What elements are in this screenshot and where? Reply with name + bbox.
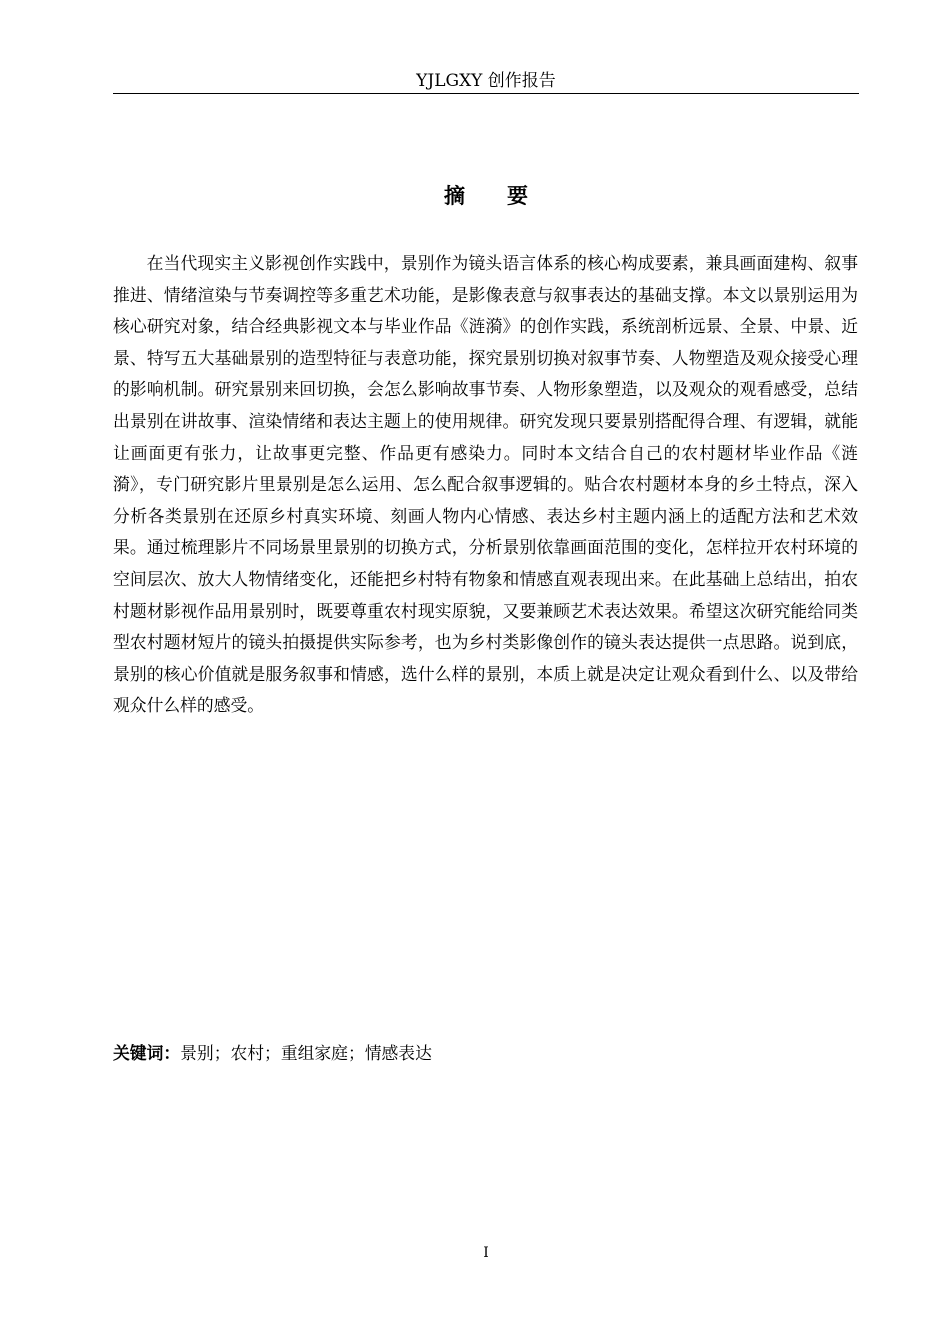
page-number: I	[483, 1245, 489, 1261]
abstract-body: 在当代现实主义影视创作实践中，景别作为镜头语言体系的核心构成要素，兼具画面建构、叙事推进、情绪渲染与节奏调控等多重艺术功能，是影像表意与叙事表达的基础支撑。本文以景别运用为核心研究对象，结合经典影视文本与毕业作品《涟漪》的创作实践，系统剖析远景、全景、中景、近景、特写五大基础景别的造型特征与表意功能，探究景别切换对叙事节奏、人物塑造及观众接受心理的影响机制。研究景别来回切换，会怎么影响故事节奏、人物形象塑造，以及观众的观看感受，总结出景别在讲故事、渲染情绪和表达主题上的使用规律。研究发现只要景别搭配得合理、有逻辑，就能让画面更有张力，让故事更完整、作品更有感染力。同时本文结合自己的农村题材毕业作品《涟漪》，专门研究影片里景别是怎么运用、怎么配合叙事逻辑的。贴合农村题材本身的乡土特点，深入分析各类景别在还原乡村真实环境、刻画人物内心情感、表达乡村主题内涵上的适配方法和艺术效果。通过梳理影片不同场景里景别的切换方式，分析景别依靠画面范围的变化，怎样拉开农村环境的空间层次、放大人物情绪变化，还能把乡村特有物象和情感直观表现出来。在此基础上总结出，拍农村题材影视作品用景别时，既要尊重农村现实原貌，又要兼顾艺术表达效果。希望这次研究能给同类型农村题材短片的镜头拍摄提供实际参考，也为乡村类影像创作的镜头表达提供一点思路。说到底，景别的核心价值就是服务叙事和情感，选什么样的景别，本质上就是决定让观众看到什么、以及带给观众什么样的感受。	[113, 253, 858, 716]
running-header: YJLGXY 创作报告	[416, 71, 556, 91]
keywords-label: 关键词：	[113, 1043, 181, 1063]
keywords-line	[113, 1040, 859, 1066]
abstract-title-char-2: 要	[507, 184, 528, 208]
abstract-title	[113, 182, 859, 210]
abstract-title-char-1: 摘	[444, 184, 465, 208]
header-rule	[113, 93, 859, 94]
keywords-values: 景别；农村；重组家庭；情感表达	[180, 1043, 432, 1063]
